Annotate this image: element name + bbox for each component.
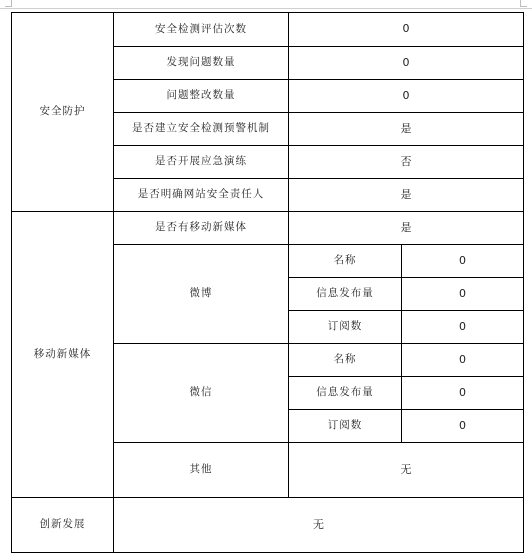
sub-label: 信息发布量 xyxy=(289,377,402,410)
sub-value: 0 xyxy=(402,278,524,311)
other-label: 其他 xyxy=(114,443,289,498)
innovation-value: 无 xyxy=(114,498,524,553)
row-label: 是否开展应急演练 xyxy=(114,146,289,179)
page-top-border xyxy=(0,8,532,9)
row-value: 是 xyxy=(289,113,524,146)
row-value: 0 xyxy=(289,13,524,47)
row-label: 是否有移动新媒体 xyxy=(114,212,289,245)
sub-value: 0 xyxy=(402,311,524,344)
report-table xyxy=(11,12,524,553)
other-value: 无 xyxy=(289,443,524,498)
sub-value: 0 xyxy=(402,245,524,278)
sub-value: 0 xyxy=(402,410,524,443)
row-label: 问题整改数量 xyxy=(114,80,289,113)
table-row xyxy=(12,212,524,245)
sub-label: 名称 xyxy=(289,344,402,377)
sub-value: 0 xyxy=(402,377,524,410)
row-value: 0 xyxy=(289,47,524,80)
page-corner-mark-left xyxy=(5,0,12,7)
row-label: 发现问题数量 xyxy=(114,47,289,80)
weibo-label: 微博 xyxy=(114,245,289,344)
table-row xyxy=(12,13,524,47)
sub-value: 0 xyxy=(402,344,524,377)
weixin-label: 微信 xyxy=(114,344,289,443)
row-value: 0 xyxy=(289,80,524,113)
row-label: 安全检测评估次数 xyxy=(114,13,289,47)
row-label: 是否明确网站安全责任人 xyxy=(114,179,289,212)
sub-label: 订阅数 xyxy=(289,311,402,344)
table-row xyxy=(12,498,524,553)
category-mobile: 移动新媒体 xyxy=(12,212,114,498)
sub-label: 信息发布量 xyxy=(289,278,402,311)
sub-label: 订阅数 xyxy=(289,410,402,443)
row-value: 是 xyxy=(289,212,524,245)
row-label: 是否建立安全检测预警机制 xyxy=(114,113,289,146)
category-innovation: 创新发展 xyxy=(12,498,114,553)
row-value: 否 xyxy=(289,146,524,179)
sub-label: 名称 xyxy=(289,245,402,278)
row-value: 是 xyxy=(289,179,524,212)
category-security: 安全防护 xyxy=(12,13,114,212)
page-corner-mark-right xyxy=(520,0,527,7)
